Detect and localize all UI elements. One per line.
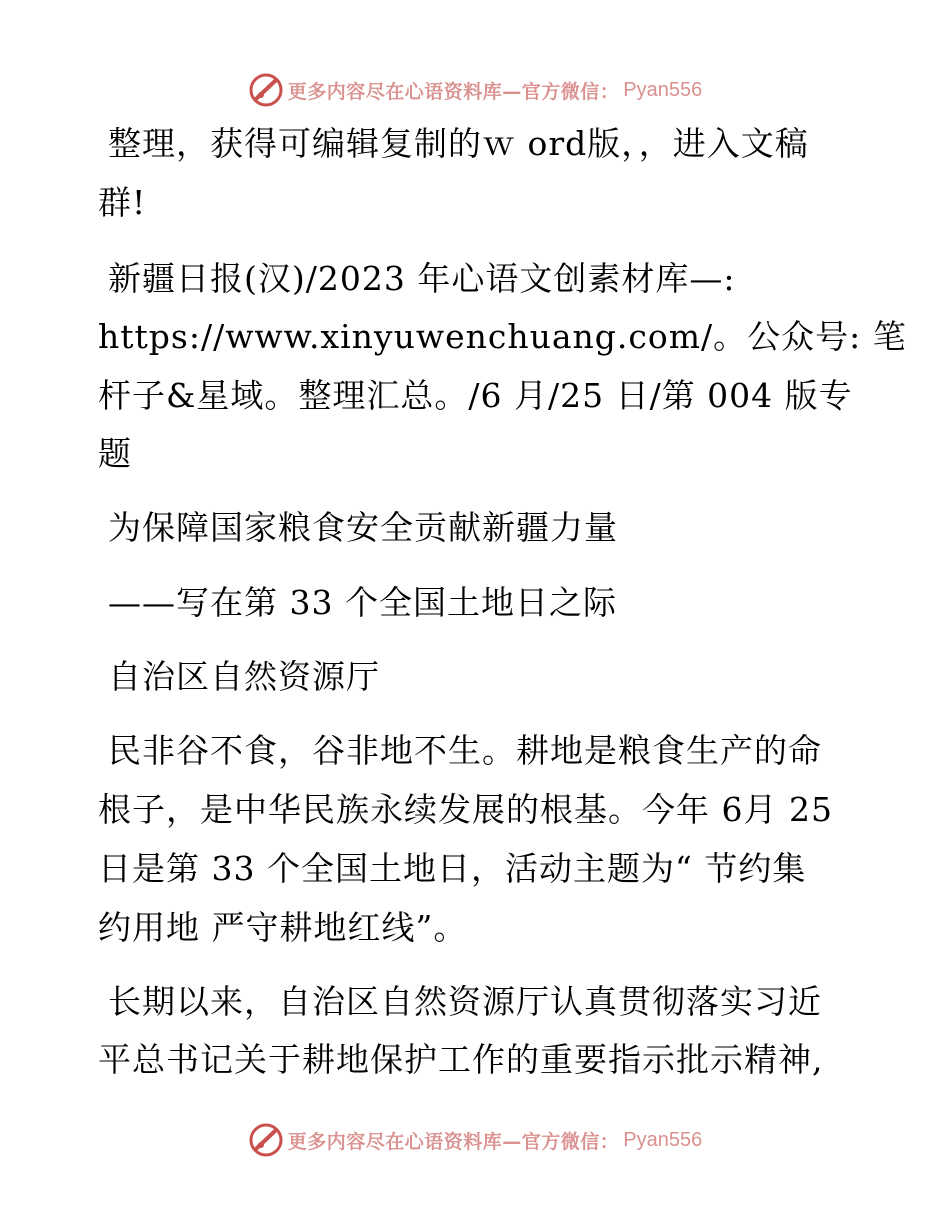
banner-wechat-id: Pyan556: [623, 1128, 703, 1151]
brush-logo-icon: [248, 1122, 284, 1158]
paragraph-3-line-4: 约用地 严守耕地红线”。: [98, 908, 468, 947]
paragraph-1-line-2: 群!: [98, 183, 147, 222]
banner-text: 更多内容尽在心语资料库—官方微信：: [287, 1130, 620, 1153]
banner-text: 更多内容尽在心语资料库—官方微信：: [287, 80, 620, 103]
paragraph-1-line-1: 整理，获得可编辑复制的ｗ ord版，，进入文稿: [108, 124, 809, 163]
article-title: 为保障国家粮食安全贡献新疆力量: [108, 508, 618, 547]
paragraph-2-line-3: 杆子&星域。整理汇总。/6 月/25 日/第 004 版专: [98, 376, 853, 415]
paragraph-4-line-2: 平总书记关于耕地保护工作的重要指示批示精神,: [98, 1040, 824, 1079]
paragraph-4-line-1: 长期以来，自治区自然资源厅认真贯彻落实习近: [108, 982, 822, 1021]
banner-wechat-id: Pyan556: [623, 78, 703, 101]
article-author: 自治区自然资源厅: [108, 657, 380, 696]
watermark-banner-bottom: [0, 1118, 950, 1162]
paragraph-3-line-2: 根子，是中华民族永续发展的根基。今年 6月 25: [98, 790, 833, 829]
paragraph-2-line-4: 题: [98, 434, 132, 473]
paragraph-3-line-1: 民非谷不食，谷非地不生。耕地是粮食生产的命: [108, 731, 822, 770]
paragraph-3-line-3: 日是第 33 个全国土地日，活动主题为“ 节约集: [98, 849, 807, 888]
article-subtitle: ——写在第 33 个全国土地日之际: [108, 583, 617, 622]
paragraph-2-line-1: 新疆日报(汉)/2023 年心语文创素材库—:: [108, 259, 736, 298]
paragraph-2-line-2: https://www.xinyuwenchuang.com/。公众号: 笔: [98, 317, 907, 356]
